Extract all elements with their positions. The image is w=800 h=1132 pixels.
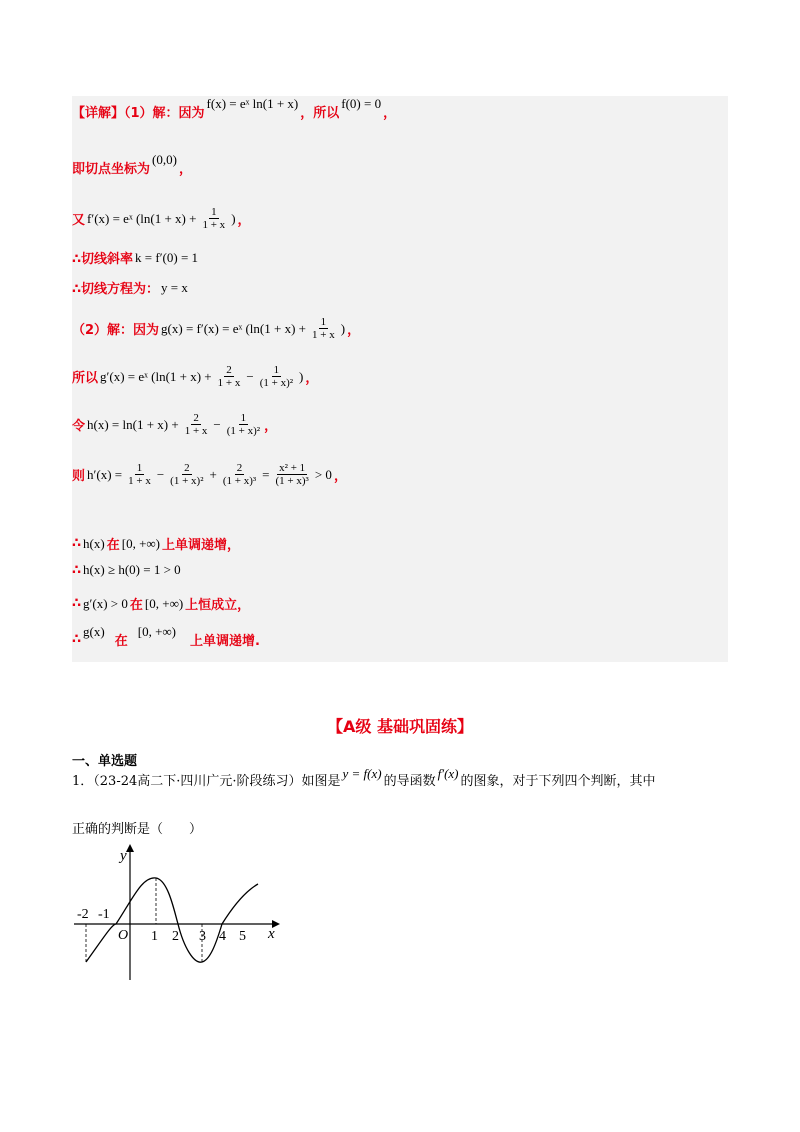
fraction: $\frac{2}{1 + x}$ (184, 412, 208, 437)
solution-line-9: 则 h′(x) = $\frac{1}{1 + x}$ − $\frac{2}{\text{(1 + x)²}}$ + $\frac{2}{\text{(1 + x)³}}$ = $\frac{\text{x² + 1}}{\text{(1 + x)³}}$ > 0 ， (72, 462, 347, 487)
solution-line-6: （2）解：因为 g(x) = f′(x) = eˣ (ln(1 + x) + $\frac{1}{1 + x}$ ) ， (72, 316, 361, 341)
solution-line-12: ∴ g′(x) > 0 在 [0, +∞) 上恒成立， (72, 595, 251, 613)
tick-label: 5 (239, 929, 246, 944)
solution-line-10: ∴ h(x) 在 [0, +∞) 上单调递增， (72, 535, 241, 553)
fraction: $\frac{1}{1 + x}$ (202, 206, 226, 231)
solution-line-4: ∴切线斜率 k = f′(0) = 1 (72, 249, 199, 267)
fraction: $\frac{2}{\text{(1 + x)²}}$ (170, 462, 204, 487)
question-1-line-2: 正确的判断是（ ） (72, 822, 203, 837)
solution-line-5: ∴切线方程为： y = x (72, 279, 188, 297)
fraction: $\frac{2}{\text{(1 + x)³}}$ (222, 462, 257, 487)
solution-line-1: 【详解】（1）解：因为 f(x) = eˣ ln(1 + x) ，所以 f(0) = 0 ， (72, 95, 397, 121)
solution-box (72, 96, 728, 662)
solution-line-11: ∴ h(x) ≥ h(0) = 1 > 0 (72, 562, 181, 578)
section-heading: 一、单选题 (72, 754, 138, 769)
fraction: $\frac{1}{\text{(1 + x)²}}$ (226, 412, 261, 437)
x-axis-label: x (268, 926, 275, 942)
tick-label: 4 (219, 929, 226, 944)
y-axis-label: y (120, 848, 127, 864)
fraction: $\frac{2}{1 + x}$ (217, 364, 241, 389)
fraction: $\frac{1}{\text{(1 + x)²}}$ (259, 364, 294, 389)
derivative-curve (86, 878, 258, 962)
solution-line-7: 所以 g′(x) = eˣ (ln(1 + x) + $\frac{2}{1 + x}$ − $\frac{1}{\text{(1 + x)²}}$ ) ， (72, 364, 319, 389)
solution-line-3: 又 f′(x) = eˣ (ln(1 + x) + $\frac{1}{1 + x}$ ) ， (72, 206, 251, 231)
solution-line-13: ∴ g(x) 在 [0, +∞) 上单调递增. (72, 623, 260, 649)
solution-line-2: 即切点坐标为 (0,0) ， (72, 151, 192, 177)
question-1-line-1: 1．（23-24高二下·四川广元·阶段练习）如图是 y = f(x) 的导函数 f′(x) 的图象，对于下列四个判断，其中 (72, 766, 656, 789)
y-axis-arrow (126, 844, 134, 852)
fraction: $\frac{\text{x² + 1}}{\text{(1 + x)³}}$ (275, 462, 309, 487)
section-title: 【A级 基础巩固练】 (327, 717, 473, 736)
tick-label: 3 (199, 929, 206, 944)
fraction: $\frac{1}{1 + x}$ (128, 462, 151, 487)
tick-label: 2 (172, 929, 179, 944)
question-1 (72, 766, 732, 837)
fraction: $\frac{1}{1 + x}$ (312, 316, 335, 341)
solution-line-8: 令 h(x) = ln(1 + x) + $\frac{2}{1 + x}$ − $\frac{1}{\text{(1 + x)²}}$ ， (72, 412, 278, 437)
tick-label: -1 (98, 907, 110, 922)
tick-label: -2 (77, 907, 89, 922)
tick-label: 1 (151, 929, 158, 944)
origin-label: O (118, 928, 129, 943)
derivative-graph (72, 840, 292, 985)
